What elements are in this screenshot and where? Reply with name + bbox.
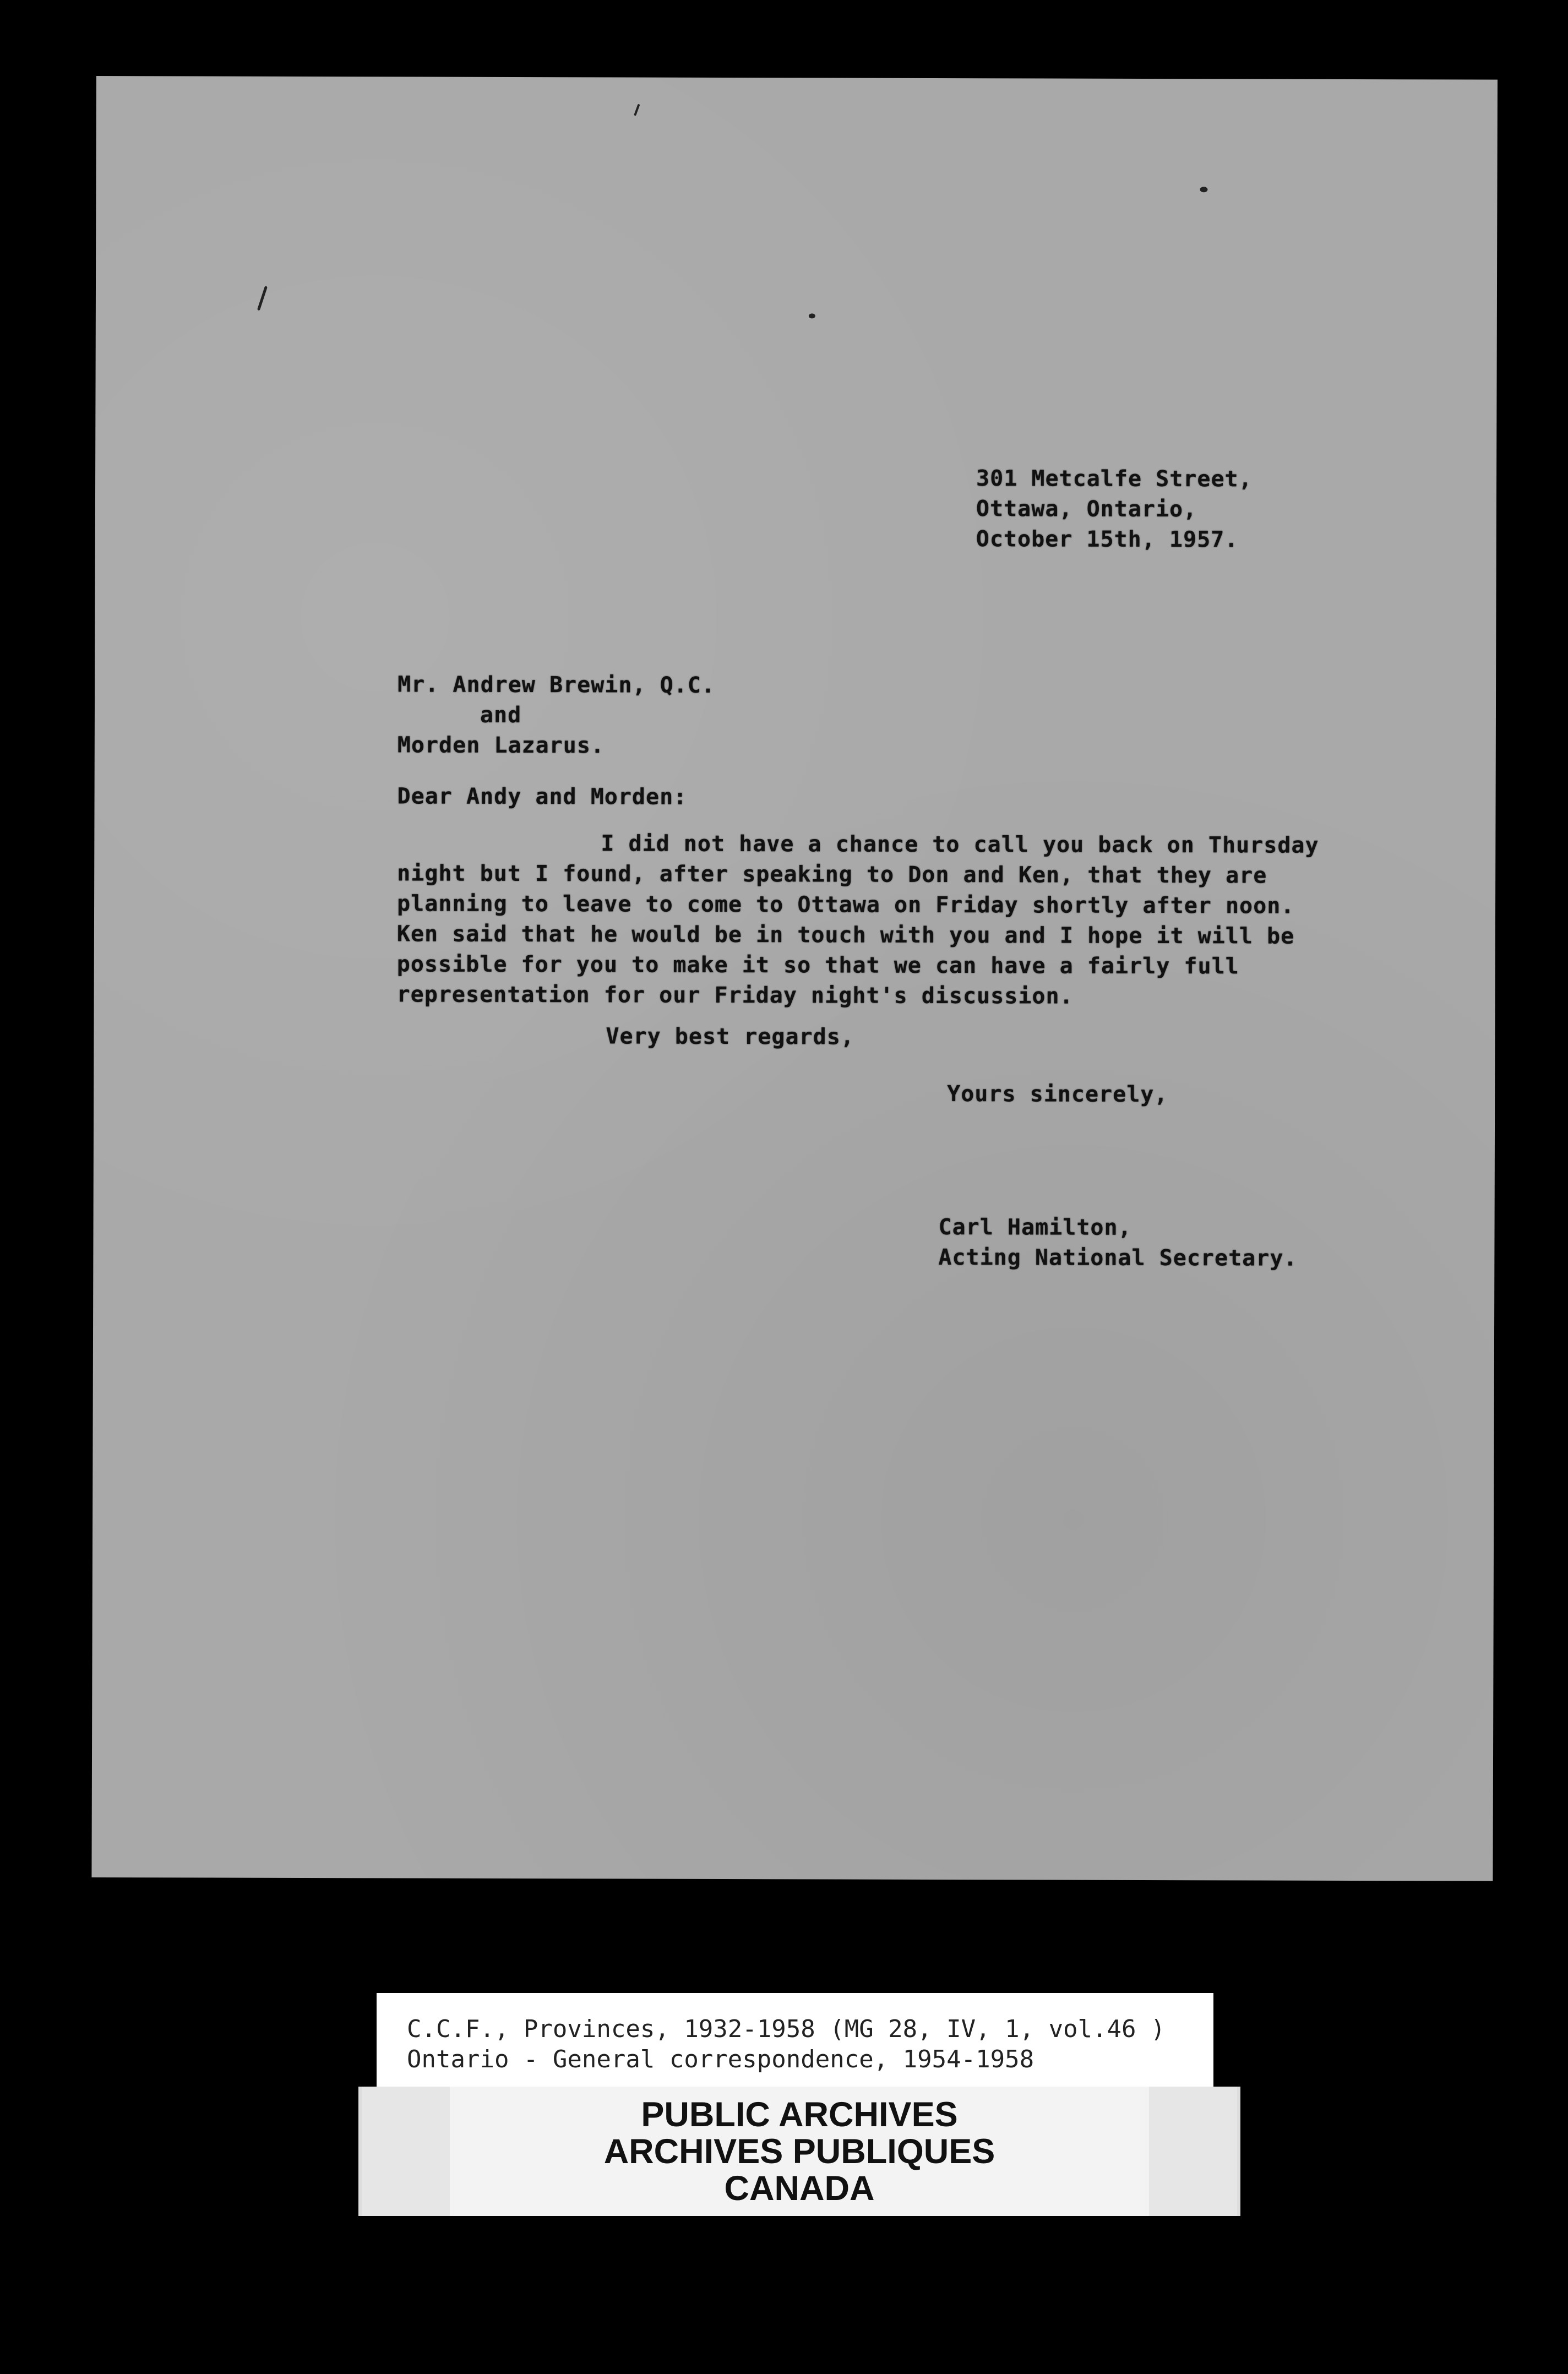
ink-speck xyxy=(257,286,268,311)
recipient-line-2: and xyxy=(480,702,522,728)
body-line-5: possible for you to make it so that we can have a fairly full xyxy=(396,951,1239,979)
stamp-line-1: PUBLIC ARCHIVES xyxy=(641,2095,958,2134)
body-line-3: planning to leave to come to Ottawa on Friday shortly after noon. xyxy=(397,891,1295,919)
closing: Very best regards, xyxy=(606,1023,854,1050)
body-line-1: I did not have a chance to call you back on Thursday xyxy=(601,831,1319,858)
signature-block xyxy=(938,1212,1297,1274)
sender-address xyxy=(976,464,1253,555)
body-line-4: Ken said that he would be in touch with you and I hope it will be xyxy=(396,921,1295,949)
ink-speck xyxy=(809,313,815,318)
letter-date: October 15th, 1957. xyxy=(976,526,1239,553)
ink-speck xyxy=(634,104,640,116)
archive-reference-line-2: Ontario - General correspondence, 1954-1958 xyxy=(407,2045,1035,2073)
archive-reference-line-1: C.C.F., Provinces, 1932-1958 (MG 28, IV, 1, vol.46 ) xyxy=(407,2015,1166,2043)
address-line-2: Ottawa, Ontario, xyxy=(976,496,1197,522)
signoff: Yours sincerely, xyxy=(947,1081,1168,1108)
stamp-line-3: CANADA xyxy=(724,2169,875,2208)
stamp-line-2: ARCHIVES PUBLIQUES xyxy=(603,2132,995,2171)
recipient-line-3: Morden Lazarus. xyxy=(397,732,605,759)
recipient-line-1: Mr. Andrew Brewin, Q.C. xyxy=(398,672,716,698)
signature-title: Acting National Secretary. xyxy=(938,1245,1298,1271)
signature-name: Carl Hamilton, xyxy=(938,1215,1132,1240)
body-line-2: night but I found, after speaking to Don and Ken, that they are xyxy=(397,861,1267,889)
ink-speck xyxy=(1200,187,1207,192)
letter-page xyxy=(91,76,1498,1881)
letter-body xyxy=(397,828,1319,1012)
body-line-6: representation for our Friday night's discussion. xyxy=(396,982,1074,1009)
address-line-1: 301 Metcalfe Street, xyxy=(976,466,1253,492)
salutation: Dear Andy and Morden: xyxy=(397,783,688,810)
archive-reference-label xyxy=(377,1993,1213,2090)
archive-stamp xyxy=(358,2087,1240,2216)
recipient-block xyxy=(398,669,715,761)
